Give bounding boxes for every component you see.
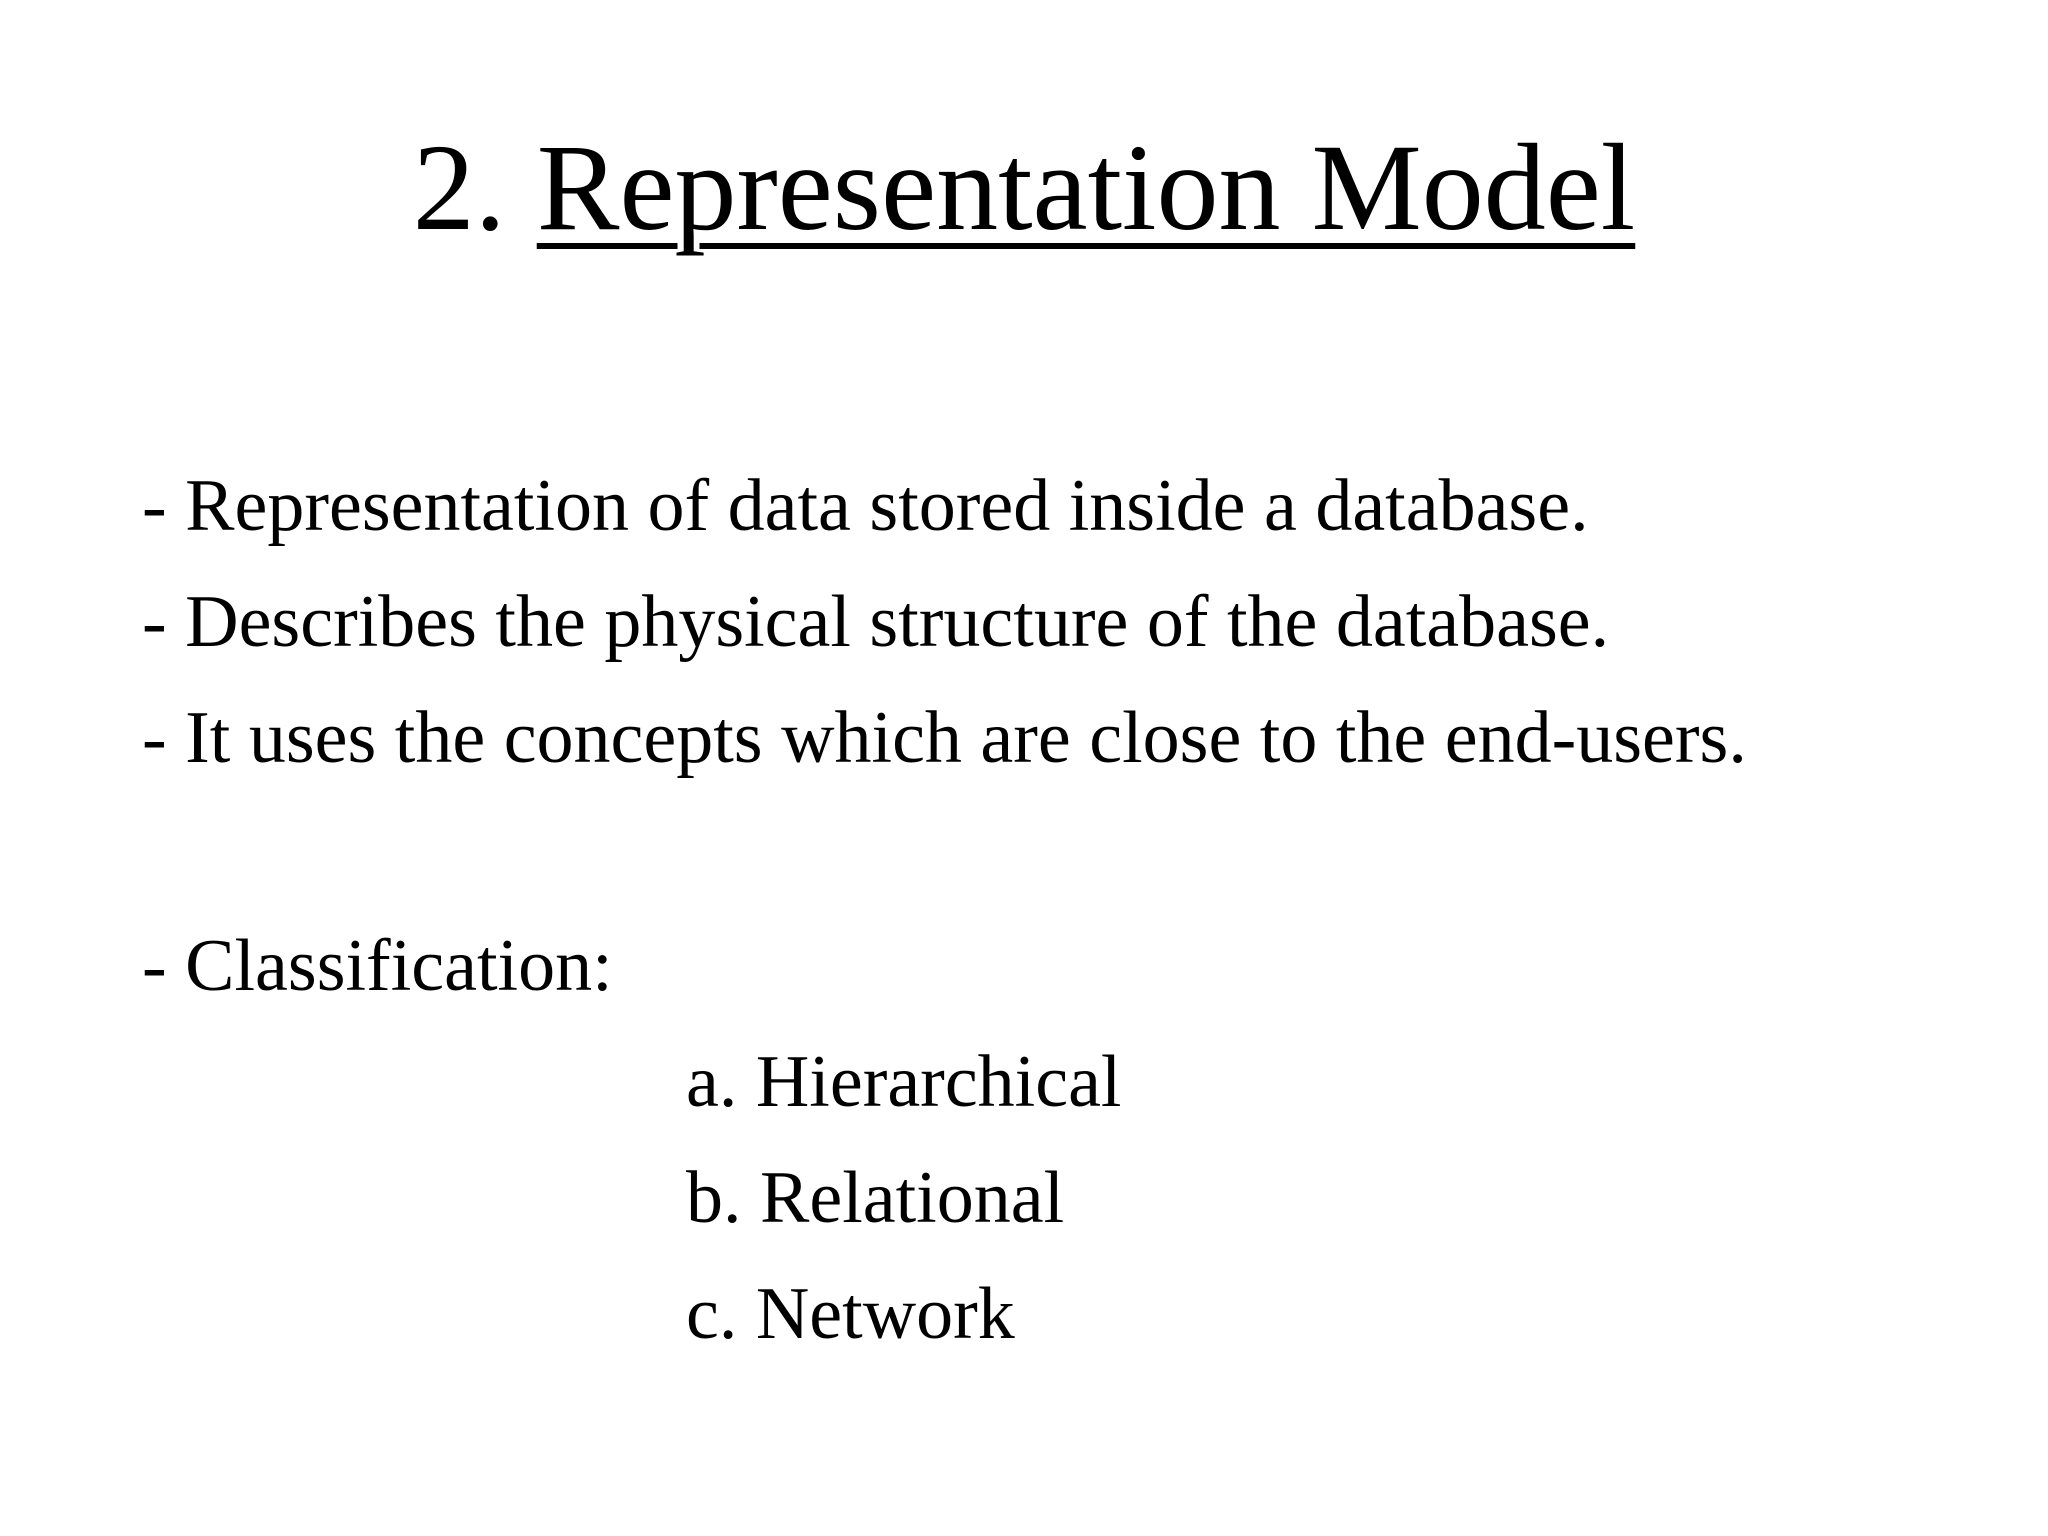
bullet-item: - Describes the physical structure of the database. <box>142 581 1610 663</box>
classification-list <box>686 1024 1121 1372</box>
classification-heading: - Classification: <box>142 925 613 1007</box>
classification-item: c. Network <box>686 1273 1015 1355</box>
title-number: 2. <box>412 119 506 256</box>
bullet-item: - Representation of data stored inside a database. <box>142 465 1589 547</box>
bullet-item: - It uses the concepts which are close to the end-users. <box>142 697 1747 779</box>
bullet-list <box>142 448 1747 796</box>
classification-item: a. Hierarchical <box>686 1041 1122 1123</box>
slide-title <box>0 118 2048 258</box>
title-text: Representation Model <box>536 119 1636 256</box>
classification-item: b. Relational <box>686 1157 1065 1239</box>
